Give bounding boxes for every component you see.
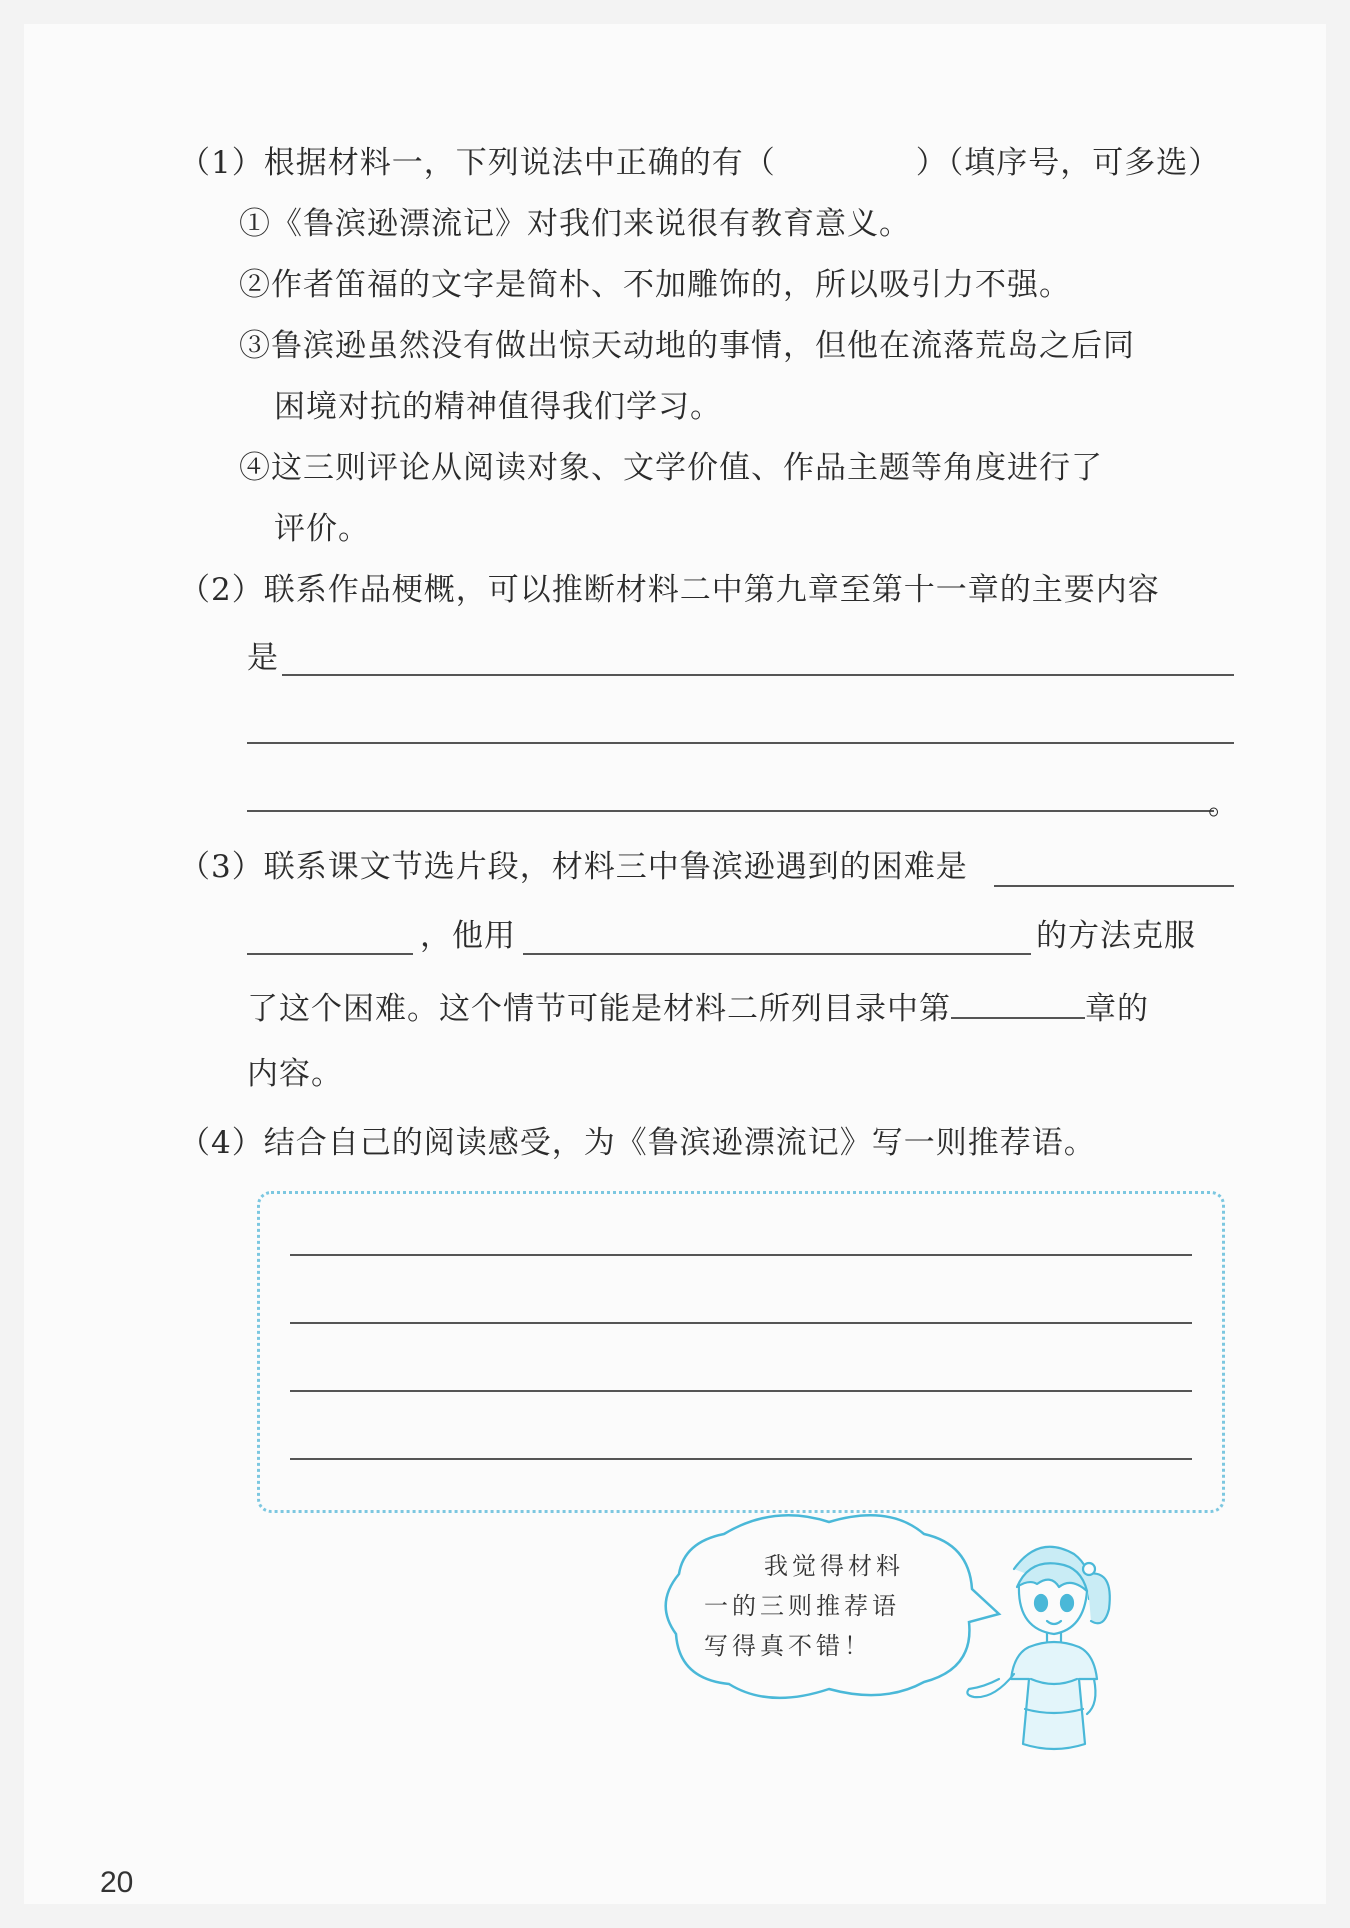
answer-line-2[interactable] <box>290 1322 1192 1324</box>
q2-answer-line-2[interactable] <box>247 742 1234 744</box>
q3-method-blank[interactable] <box>523 953 1031 955</box>
q1-option-2: ②作者笛福的文字是简朴、不加雕饰的，所以吸引力不强。 <box>239 267 1071 303</box>
page-number: 20 <box>100 1866 134 1899</box>
recommendation-answer-box[interactable] <box>257 1191 1225 1513</box>
q2-end-mark: 。 <box>1208 786 1240 822</box>
q4-stem: （4）结合自己的阅读感受，为《鲁滨逊漂流记》写一则推荐语。 <box>179 1125 1096 1161</box>
q2-stem: （2）联系作品梗概，可以推断材料二中第九章至第十一章的主要内容 <box>179 572 1160 608</box>
q3-line-2-end: 的方法克服 <box>1036 918 1196 954</box>
q2-line1-prefix: 是 <box>247 640 279 676</box>
q3-line-1: （3）联系课文节选片段，材料三中鲁滨逊遇到的困难是 <box>179 849 968 885</box>
girl-illustration <box>959 1529 1149 1759</box>
q3-line-4: 内容。 <box>247 1056 343 1092</box>
q1-option-4: ④这三则评论从阅读对象、文学价值、作品主题等角度进行了 <box>239 450 1103 486</box>
q2-answer-line-3[interactable] <box>247 810 1214 812</box>
answer-line-1[interactable] <box>290 1254 1192 1256</box>
q3-difficulty-blank-b[interactable] <box>247 953 413 955</box>
q1-option-3: ③鲁滨逊虽然没有做出惊天动地的事情，但他在流落荒岛之后同 <box>239 328 1135 364</box>
q3-line-3: 了这个困难。这个情节可能是材料二所列目录中第 章的 <box>247 983 1149 1031</box>
answer-line-4[interactable] <box>290 1458 1192 1460</box>
q1-option-1: ①《鲁滨逊漂流记》对我们来说很有教育意义。 <box>239 206 911 242</box>
answer-line-3[interactable] <box>290 1390 1192 1392</box>
speech-bubble <box>654 1504 1004 1714</box>
q2-answer-line-1[interactable] <box>282 674 1234 676</box>
q1-option-3-cont: 困境对抗的精神值得我们学习。 <box>274 389 722 425</box>
q3-chapter-blank[interactable] <box>951 983 1085 1019</box>
q1-option-4-cont: 评价。 <box>274 511 370 547</box>
worksheet-page <box>24 24 1326 1904</box>
q1-stem: （1）根据材料一，下列说法中正确的有（ ）（填序号，可多选） <box>179 145 1221 181</box>
bubble-line-2: 一的三则推荐语 <box>704 1592 900 1620</box>
q3-difficulty-blank-a[interactable] <box>994 885 1234 887</box>
bubble-line-1: 我觉得材料 <box>764 1552 904 1580</box>
q3-line-2-mid: ，他用 <box>420 918 516 954</box>
bubble-line-3: 写得真不错！ <box>704 1632 872 1660</box>
